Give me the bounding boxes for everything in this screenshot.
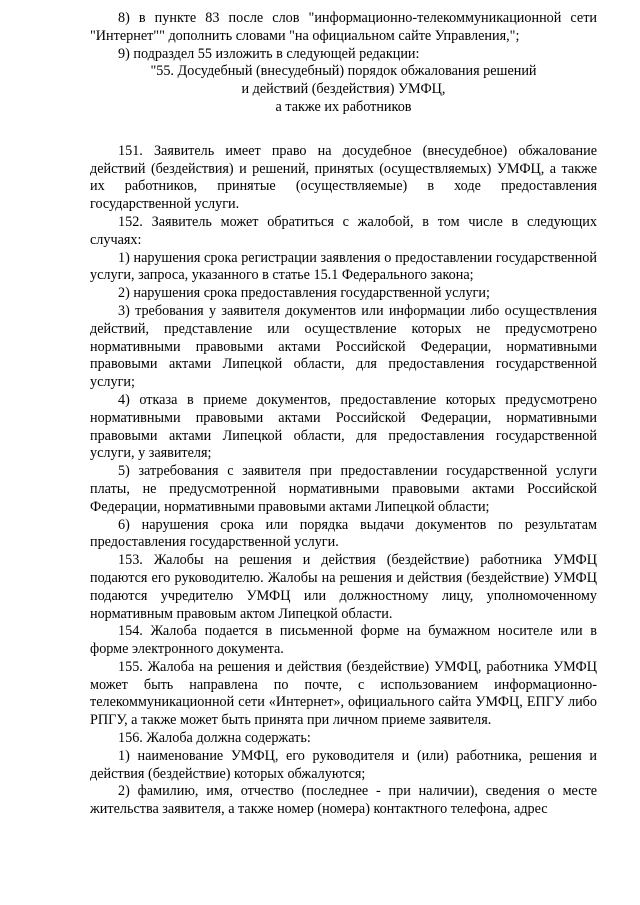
heading-line: а также их работников bbox=[275, 98, 412, 115]
paragraph: 156. Жалоба должна содержать: bbox=[118, 730, 311, 747]
section-heading bbox=[90, 63, 597, 116]
paragraph: 153. Жалобы на решения и действия (бездействие) работника УМФЦ подаются его руководителю. Жалобы на решения и действия (бездействие) УМФЦ подаются учредителю УМФЦ или должностному лицу, уполномоченному нормативным правовым актом Липецкой области. bbox=[90, 552, 597, 622]
list-item: 3) требования у заявителя документов или информации либо осуществления действий, представление или осуществление которых не предусмотрено нормативными правовыми актами Российской Федерации, нормативными правовыми актами Липецкой области, для предоставления государственной услуги; bbox=[90, 302, 597, 391]
list-item: 1) наименование УМФЦ, его руководителя и (или) работника, решения и действия (бездействие) которых обжалуются; bbox=[90, 747, 597, 782]
paragraph: 152. Заявитель может обратиться с жалобой, в том числе в следующих случаях: bbox=[90, 213, 597, 248]
intro-line: 8) в пункте 83 после слов "информационно-телекоммуникационной сети "Интернет"" дополнить словами "на официальном сайте Управления,"; bbox=[90, 10, 597, 44]
paragraph: 154. Жалоба подается в письменной форме на бумажном носителе или в форме электронного документа. bbox=[90, 623, 597, 658]
list-item: 2) фамилию, имя, отчество (последнее - при наличии), сведения о месте жительства заявителя, а также номер (номера) контактного телефона, адрес bbox=[90, 783, 597, 818]
document-page bbox=[90, 10, 597, 819]
intro-line: 9) подраздел 55 изложить в следующей редакции: bbox=[118, 45, 420, 62]
heading-line: и действий (бездействия) УМФЦ, bbox=[241, 81, 446, 98]
spacer bbox=[90, 117, 597, 143]
paragraph: 151. Заявитель имеет право на досудебное (внесудебное) обжалование действий (бездействия) и решений, принятых (осуществляемых) УМФЦ, а также их работников, принятые (осуществляемые) в ходе предоставления государственной услуги. bbox=[90, 142, 597, 213]
list-item: 2) нарушения срока предоставления государственной услуги; bbox=[118, 285, 490, 302]
list-item: 5) затребования с заявителя при предоставлении государственной услуги платы, не предусмотренной нормативными правовыми актами Российской Федерации, нормативными правовыми актами Липецкой области; bbox=[90, 463, 597, 515]
list-item: 4) отказа в приеме документов, предоставление которых предусмотрено нормативными правовыми актами Российской Федерации, нормативными правовыми актами Липецкой области, для предоставления государственной услуги, у заявителя; bbox=[90, 391, 597, 462]
list-item: 6) нарушения срока или порядка выдачи документов по результатам предоставления государственной услуги. bbox=[90, 516, 597, 551]
paragraph: 155. Жалоба на решения и действия (бездействие) УМФЦ, работника УМФЦ может быть направлена по почте, с использованием информационно-телекоммуникационной сети «Интернет», официального сайта УМФЦ, ЕПГУ либо РПГУ, а также может быть принята при личном приеме заявителя. bbox=[90, 658, 597, 729]
heading-line: "55. Досудебный (внесудебный) порядок обжалования решений bbox=[150, 63, 537, 80]
list-item: 1) нарушения срока регистрации заявления о предоставлении государственной услуги, запроса, указанного в статье 15.1 Федерального закона; bbox=[90, 249, 597, 284]
